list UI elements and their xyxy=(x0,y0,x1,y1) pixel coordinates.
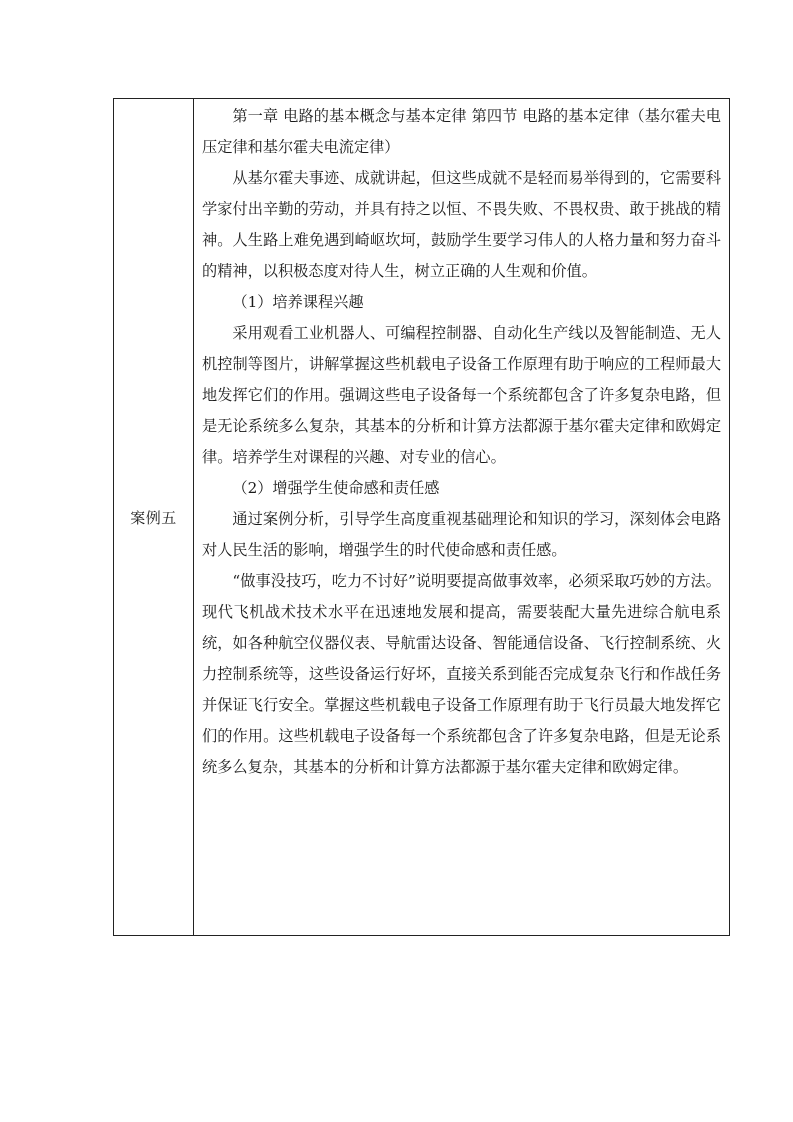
case-table xyxy=(113,98,730,936)
case-label: 案例五 xyxy=(130,508,177,527)
paragraph-kirchhoff-story: 从基尔霍夫事迹、成就讲起，但这些成就不是轻而易举得到的，它需要科学家付出辛勤的劳动，并具有持之以恒、不畏失败、不畏权贵、敢于挑战的精神。人生路上难免遇到崎岖坎坷，鼓励学生要学习伟人的人格力量和努力奋斗的精神，以积极态度对待人生，树立正确的人生观和价值。 xyxy=(202,169,721,280)
paragraph-aircraft-avionics: “做事没技巧，吃力不讨好”说明要提高做事效率，必须采取巧妙的方法。现代飞机战术技术水平在迅速地发展和提高，需要装配大量先进综合航电系统，如各种航空仪器仪表、导航雷达设备、智能通信设备、飞行控制系统、火力控制系统等，这些设备运行好坏，直接关系到能否完成复杂飞行和作战任务并保证飞行安全。掌握这些机载电子设备工作原理有助于飞行员最大地发挥它们的作用。这些机载电子设备每一个系统都包含了许多复杂电路，但是无论系统多么复杂，其基本的分析和计算方法都源于基尔霍夫定律和欧姆定律。 xyxy=(202,572,721,776)
case-content-cell xyxy=(194,99,729,935)
case-label-cell xyxy=(114,99,194,935)
subheading-mission-responsibility: （2）增强学生使命感和责任感 xyxy=(232,479,440,497)
subheading-course-interest: （1）培养课程兴趣 xyxy=(232,293,364,311)
paragraph-course-interest: 采用观看工业机器人、可编程控制器、自动化生产线以及智能制造、无人机控制等图片，讲解掌握这些机载电子设备工作原理有助于响应的工程师最大地发挥它们的作用。强调这些电子设备每一个系统都包含了许多复杂电路，但是无论系统多么复杂，其基本的分析和计算方法都源于基尔霍夫定律和欧姆定律。培养学生对课程的兴趣、对专业的信心。 xyxy=(202,324,721,466)
chapter-heading: 第一章 电路的基本概念与基本定律 第四节 电路的基本定律（基尔霍夫电压定律和基尔霍夫电流定律） xyxy=(202,107,721,156)
paragraph-case-analysis: 通过案例分析，引导学生高度重视基础理论和知识的学习，深刻体会电路对人民生活的影响，增强学生的时代使命感和责任感。 xyxy=(202,510,721,559)
